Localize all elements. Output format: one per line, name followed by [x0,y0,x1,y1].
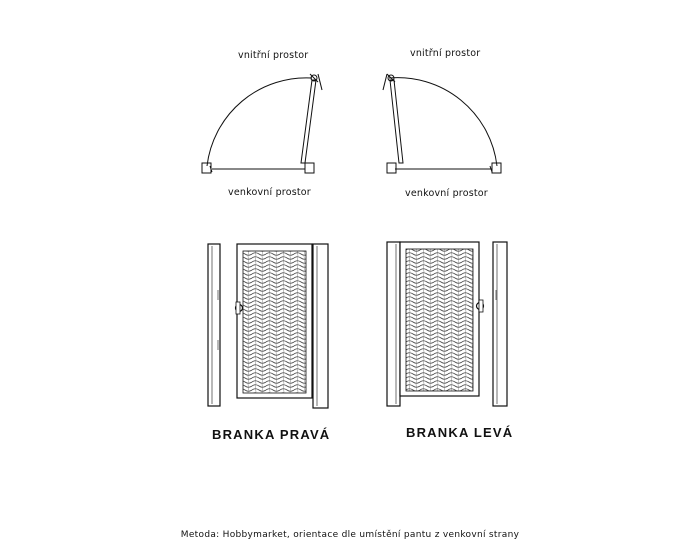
post-right-plan-right [305,163,314,173]
post-left-front-right [208,244,220,406]
post-right-front-left [493,242,507,406]
post-left-plan-left [387,163,396,173]
front-right [208,244,328,408]
plan-right [202,74,322,173]
swing-arc-right [207,78,312,166]
leaf-plan-left [390,80,403,163]
plan-right-inside-label: vnitřní prostor [238,50,309,61]
mesh-left [406,249,473,391]
gate-left-title: BRANKA LEVÁ [406,425,514,440]
post-right-front-right [313,244,328,408]
leaf-plan-right [301,80,316,163]
post-left-front-left [387,242,400,406]
swing-arc-left [389,78,497,166]
plan-left [383,74,501,173]
plan-left-inside-label: vnitřní prostor [410,48,481,59]
plan-right-outside-label: venkovní prostor [228,187,311,198]
footer-note: Metoda: Hobbymarket, orientace dle umístění pantu z venkovní strany [180,530,520,540]
plan-left-outside-label: venkovní prostor [405,188,488,199]
post-left-plan-right [202,163,211,173]
front-left [387,242,507,406]
gate-right-title: BRANKA PRAVÁ [212,427,331,442]
mesh-right [243,251,306,393]
